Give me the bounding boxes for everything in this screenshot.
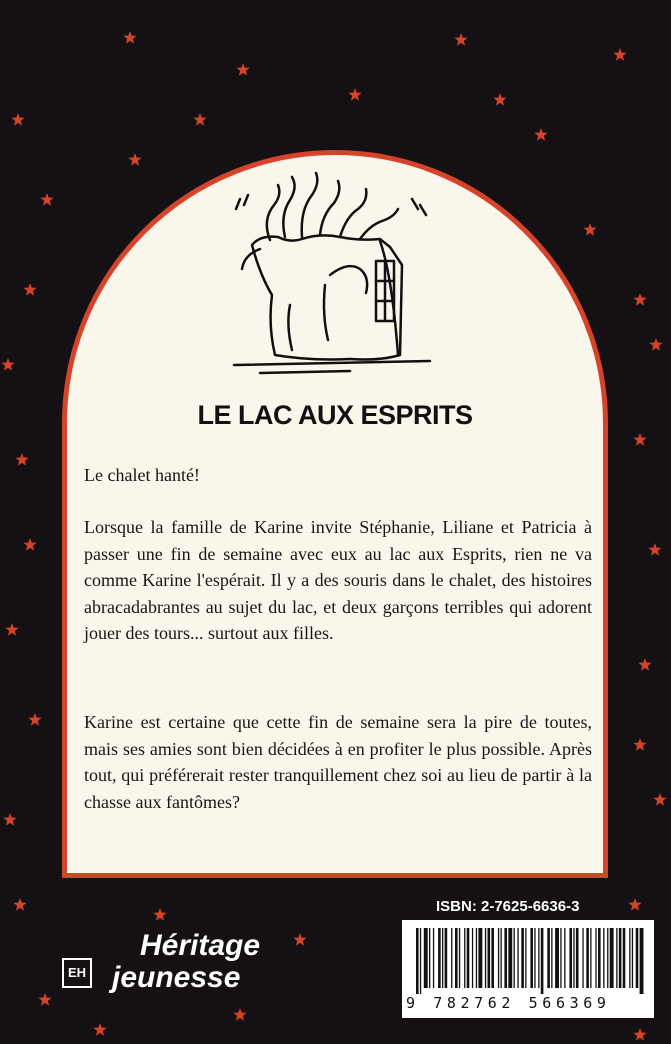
star-22 <box>3 813 16 826</box>
barcode-digits: 9 782762 566369 <box>406 994 611 1012</box>
barcode-bar <box>517 928 518 988</box>
barcode-bar <box>525 928 526 988</box>
star-16 <box>23 538 36 551</box>
star-3 <box>613 48 626 61</box>
star-2 <box>454 33 467 46</box>
barcode-bar <box>420 928 421 994</box>
barcode-bar <box>590 928 591 988</box>
barcode-bar <box>636 928 639 988</box>
barcode-bar <box>451 928 452 988</box>
publisher-name-line-1: Héritage <box>140 929 261 962</box>
barcode-bars <box>416 928 644 994</box>
barcode-bar <box>632 928 633 988</box>
star-7 <box>534 128 547 141</box>
barcode-bar <box>498 928 499 988</box>
star-10 <box>633 293 646 306</box>
tagline: Le chalet hanté! <box>84 465 200 485</box>
barcode-bar <box>501 928 502 988</box>
barcode-bar <box>416 928 419 994</box>
barcode-bar <box>424 928 428 988</box>
barcode <box>402 920 654 1018</box>
barcode-bar <box>569 928 572 988</box>
star-9 <box>583 223 596 236</box>
barcode-bar <box>530 928 533 988</box>
star-29 <box>633 1028 646 1041</box>
star-6 <box>128 153 141 166</box>
barcode-bar <box>433 928 434 988</box>
barcode-bar <box>442 928 443 988</box>
barcode-bar <box>429 928 430 988</box>
star-1 <box>236 63 249 76</box>
star-17 <box>648 543 661 556</box>
star-27 <box>293 933 306 946</box>
barcode-bar <box>560 928 561 988</box>
barcode-bar <box>464 928 465 988</box>
star-4 <box>11 113 24 126</box>
worms-in-sack-illustration <box>230 165 440 380</box>
star-15 <box>633 433 646 446</box>
barcode-bar <box>576 928 579 988</box>
barcode-bar <box>455 928 458 988</box>
star-5 <box>348 88 361 101</box>
star-11 <box>23 283 36 296</box>
barcode-bar <box>595 928 596 988</box>
barcode-bar <box>538 928 539 988</box>
star-24 <box>13 898 26 911</box>
barcode-bar <box>640 928 644 994</box>
barcode-bar <box>491 928 494 988</box>
barcode-bar <box>534 928 535 988</box>
star-8 <box>40 193 53 206</box>
barcode-bar <box>555 928 559 988</box>
barcode-bar <box>508 928 512 988</box>
barcode-bar <box>607 928 608 988</box>
star-13 <box>649 338 662 351</box>
star-12 <box>1 358 14 371</box>
barcode-bar <box>603 928 604 988</box>
barcode-bar <box>459 928 460 988</box>
barcode-bar <box>598 928 601 988</box>
star-0 <box>123 31 136 44</box>
book-title: LE LAC AUX ESPRITS <box>197 400 473 430</box>
barcode-bar <box>488 928 491 988</box>
barcode-bar <box>485 928 486 988</box>
star-33 <box>493 93 506 106</box>
barcode-bar <box>629 928 630 988</box>
star-19 <box>638 658 651 671</box>
star-18 <box>5 623 18 636</box>
barcode-bar <box>551 928 552 988</box>
barcode-bar <box>610 928 614 988</box>
barcode-bar <box>619 928 622 988</box>
barcode-bar <box>586 928 589 988</box>
barcode-bar <box>582 928 583 988</box>
star-23 <box>653 793 666 806</box>
barcode-bar <box>541 928 544 994</box>
barcode-bar <box>438 928 441 988</box>
isbn-label: ISBN: 2-7625-6636-3 <box>436 898 580 915</box>
publisher-logo: EH <box>62 958 92 988</box>
publisher-name <box>112 930 260 994</box>
synopsis-paragraph-2: Karine est certaine que cette fin de semaine sera la pire de toutes, mais ses amies sont bien décidées à en profiter le plus possible. Après tout, qui préférerait rester tranquillement chez soi au lieu de partir à la chasse aux fantômes? <box>84 712 592 812</box>
star-21 <box>633 738 646 751</box>
barcode-bar <box>476 928 477 988</box>
barcode-bar <box>623 928 626 988</box>
star-28 <box>38 993 51 1006</box>
barcode-bar <box>504 928 507 988</box>
star-25 <box>628 898 641 911</box>
publisher-name-line-2: jeunesse <box>112 961 241 994</box>
barcode-bar <box>514 928 515 988</box>
barcode-bar <box>564 928 565 988</box>
barcode-bar <box>521 928 524 988</box>
barcode-bar <box>616 928 617 988</box>
star-20 <box>28 713 41 726</box>
star-30 <box>233 1008 246 1021</box>
barcode-bar <box>472 928 473 988</box>
barcode-bar <box>445 928 448 988</box>
star-26 <box>153 908 166 921</box>
star-31 <box>93 1023 106 1036</box>
star-32 <box>193 113 206 126</box>
barcode-bar <box>467 928 470 988</box>
barcode-bar <box>547 928 550 988</box>
synopsis-paragraph-1: Lorsque la famille de Karine invite Stéphanie, Liliane et Patricia à passer une fin de semaine avec eux au lac aux Esprits, rien ne va comme Karine l'espérait. Il y a des souris dans le chalet, des histoires abracadabrantes au sujet du lac, et deux garçons terribles qui adorent jouer des tours... surtout aux filles. <box>84 517 592 643</box>
barcode-bar <box>573 928 574 988</box>
barcode-bar <box>478 928 482 988</box>
star-14 <box>15 453 28 466</box>
